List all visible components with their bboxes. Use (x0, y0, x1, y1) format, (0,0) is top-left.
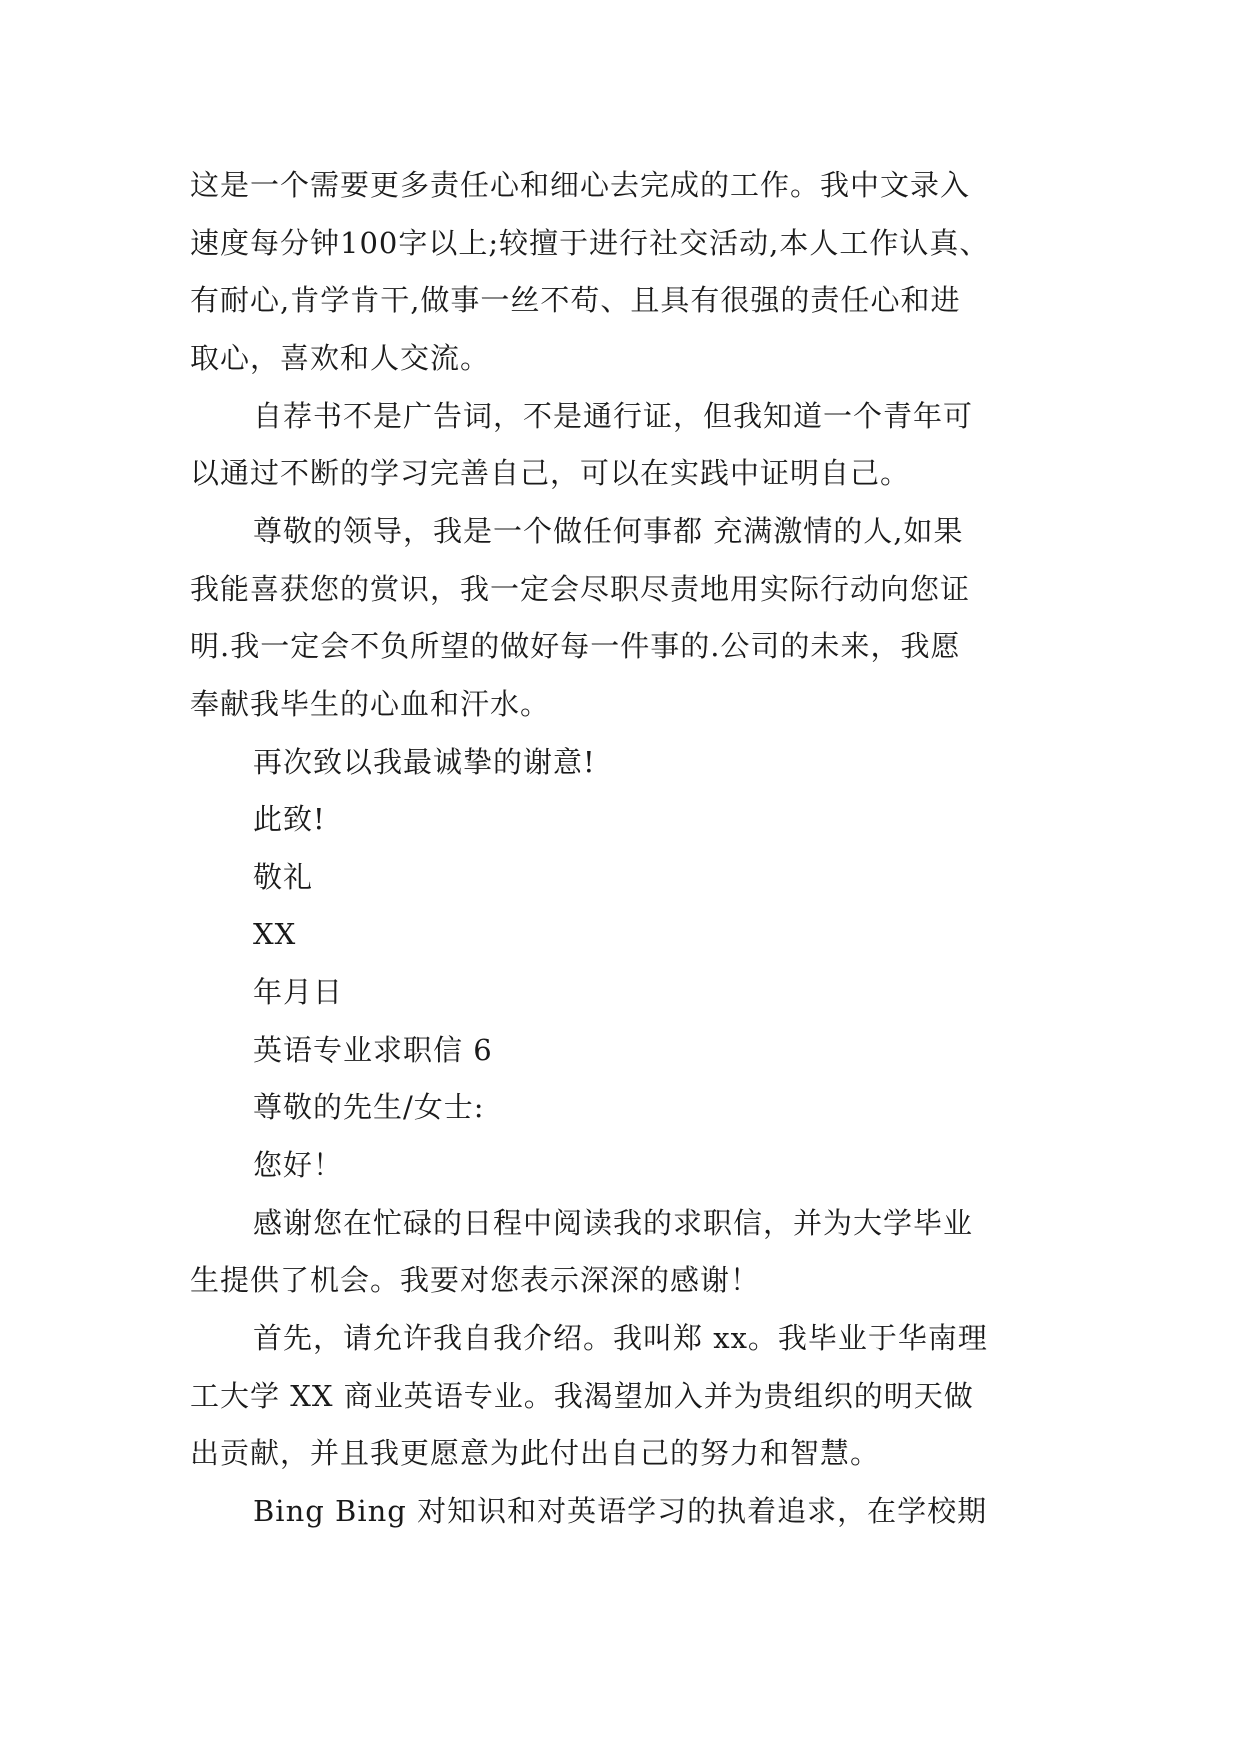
text-line: 有耐心,肯学肯干,做事一丝不苟、且具有很强的责任心和进 (190, 283, 961, 317)
paragraph-first-line: Bing Bing 对知识和对英语学习的执着追求，在学校期 (253, 1494, 988, 1528)
signature-date: 年月日 (253, 975, 344, 1009)
text-line: 速度每分钟100字以上;较擅于进行社交活动,本人工作认真、 (190, 226, 990, 260)
paragraph-first-line: 自荐书不是广告词，不是通行证，但我知道一个青年可 (253, 399, 974, 433)
text-line: 出贡献，并且我更愿意为此付出自己的努力和智慧。 (190, 1436, 881, 1470)
closing-regards: 敬礼 (253, 860, 314, 894)
paragraph-first-line: 尊敬的领导，我是一个做任何事都 充满激情的人,如果 (253, 514, 964, 548)
closing-salutation: 此致! (253, 802, 326, 836)
signature-name: XX (253, 917, 297, 951)
text-line: 奉献我毕生的心血和汗水。 (190, 687, 551, 721)
paragraph-first-line: 首先，请允许我自我介绍。我叫郑 xx。我毕业于华南理 (253, 1321, 988, 1355)
paragraph-first-line: 感谢您在忙碌的日程中阅读我的求职信，并为大学毕业 (253, 1206, 974, 1240)
letter-hello: 您好！ (253, 1148, 344, 1182)
section-heading: 英语专业求职信 6 (253, 1033, 493, 1067)
text-line: 工大学 XX 商业英语专业。我渴望加入并为贵组织的明天做 (190, 1379, 974, 1413)
text-line: 生提供了机会。我要对您表示深深的感谢！ (190, 1263, 761, 1297)
text-line: 这是一个需要更多责任心和细心去完成的工作。我中文录入 (190, 168, 971, 202)
letter-greeting: 尊敬的先生/女士: (253, 1090, 485, 1124)
closing-thanks: 再次致以我最诚挚的谢意! (253, 745, 596, 779)
text-line: 我能喜获您的赏识，我一定会尽职尽责地用实际行动向您证 (190, 572, 971, 606)
text-line: 以通过不断的学习完善自己，可以在实践中证明自己。 (190, 456, 911, 490)
text-line: 取心，喜欢和人交流。 (190, 341, 491, 375)
text-line: 明.我一定会不负所望的做好每一件事的.公司的未来，我愿 (190, 629, 961, 663)
